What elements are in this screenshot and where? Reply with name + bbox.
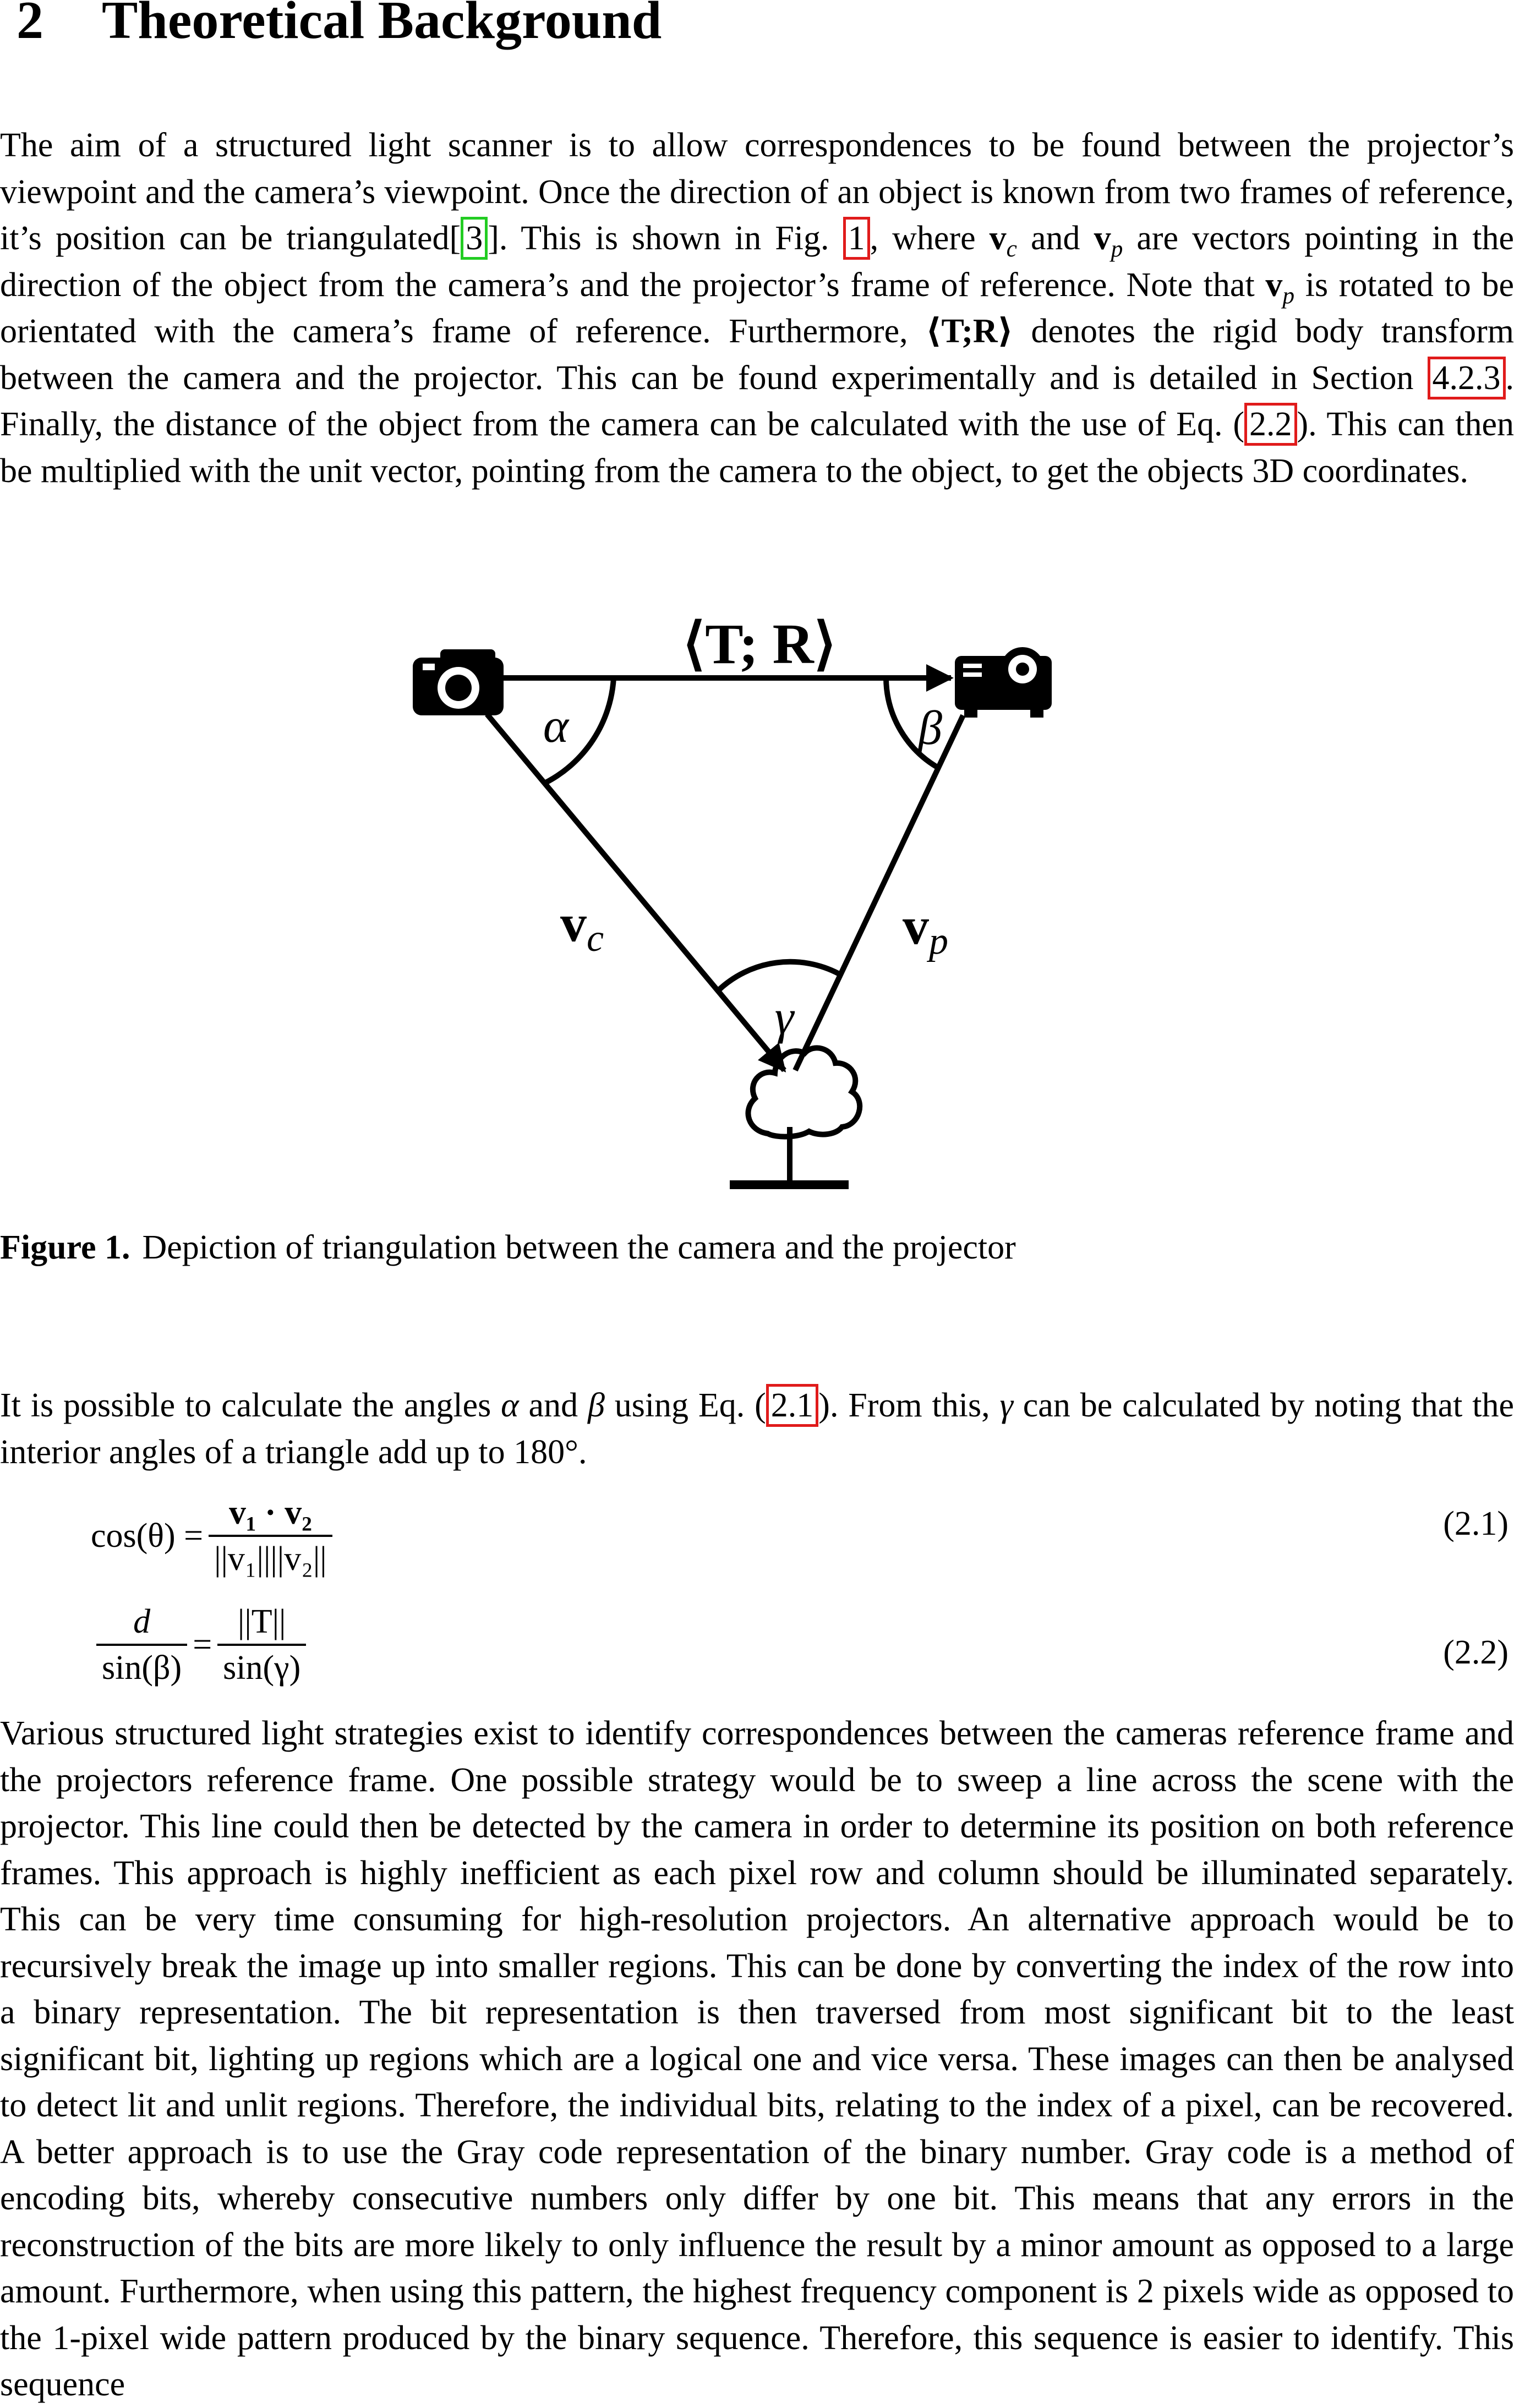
figure-ref-link[interactable]: 1 (843, 217, 870, 260)
camera-icon (413, 649, 504, 715)
vc-label: vc (560, 894, 604, 960)
equation-ref-link[interactable]: 2.1 (766, 1384, 819, 1427)
gamma-label: γ (774, 991, 794, 1044)
citation-link[interactable]: 3 (461, 217, 488, 260)
equation-number: (2.2) (1443, 1634, 1508, 1671)
camera-ray (487, 714, 784, 1070)
intro-paragraph: The aim of a structured light scanner is to allow correspondences to be found between the projector’s viewpoint and the camera’s viewpoint. Once the direction of an object is known from two frames of reference, it’s position can be triangulated[ 3 ]. This is shown in Fig. 1 , where $v_c$ and $v_p$ are vectors pointing in the direction of the object from the camera’s and the projector’s frame of reference. Note that $v_p$ is rotated to be orientated with the camera’s frame of reference. Furthermore, ⟨T;R⟩ denotes the rigid body transform between the camera and the projector. This can be found experimentally and is detailed in Section 4.2.3 . Finally, the distance of the object from the camera can be calculated with the use of Eq. ( 2.2 ). This can then be multiplied with the unit vector, pointing from the camera to the object, to get the objects 3D coordinates. (0, 127, 1514, 490)
rigid-transform-symbol: ⟨T;R⟩ (926, 313, 1013, 350)
body-paragraph: Various structured light strategies exist to identify correspondences between the cameras reference frame and the projectors reference frame. One possible strategy would be to sweep a line across the scene with the projector. This line could then be detected by the camera in order to determine its position on both reference frames. This approach is highly inefficient as each pixel row and column should be illuminated separately. This can be very time consuming for high-resolution projectors. An alternative approach would be to recursively break the image up into smaller regions. This can be done by converting the index of the row into a binary representation. The bit representation is then traversed from most significant bit to the least significant bit, lighting up regions which are a logical one and vice versa. These images can then be analysed to detect lit and unlit regions. Therefore, the individual bits, relating to the index of a pixel, can be recovered. A better approach is to use the Gray code representation of the binary number. Gray code is a method of encoding bits, whereby consecutive numbers only differ by one bit. This means that any errors in the reconstruction of the bits are more likely to only influence the result by a minor amount as opposed to a large amount. Furthermore, when using this pattern, the highest frequency component is 2 pixels wide as opposed to the 1-pixel wide pattern produced by the binary sequence. Therefore, this sequence is easier to identify. This sequence (0, 1715, 1514, 2403)
figure-caption: Figure 1. Depiction of triangulation between the camera and the projector (0, 1229, 1016, 1266)
vp-label: vp (903, 896, 948, 962)
section-title: Theoretical Background (102, 0, 662, 50)
gamma-arc (718, 962, 839, 990)
equation-ref-link[interactable]: 2.2 (1244, 403, 1297, 446)
equation-number: (2.1) (1443, 1505, 1508, 1542)
beta-label: β (918, 702, 942, 755)
alpha-label: α (543, 699, 569, 753)
equation-2-2: $\frac{d}{\sin(\beta)}$ = $\frac{||T||}{\sin(\gamma)}$ (91, 1603, 311, 1687)
section-ref-link[interactable]: 4.2.3 (1428, 357, 1506, 399)
angles-paragraph: It is possible to calculate the angles α and β using Eq. ( 2.1 ). From this, γ can be calculated by noting that the interior angles of a triangle add up to 180°. (0, 1382, 1514, 1475)
section-number: 2 (17, 0, 43, 50)
transform-label: ⟨T; R⟩ (682, 612, 837, 676)
projector-icon (955, 647, 1052, 718)
equation-2-1: cos(θ) = $\frac{\text{v₁ · v₂}}{\text{||v₁||||v₂||}}$ (91, 1494, 338, 1578)
